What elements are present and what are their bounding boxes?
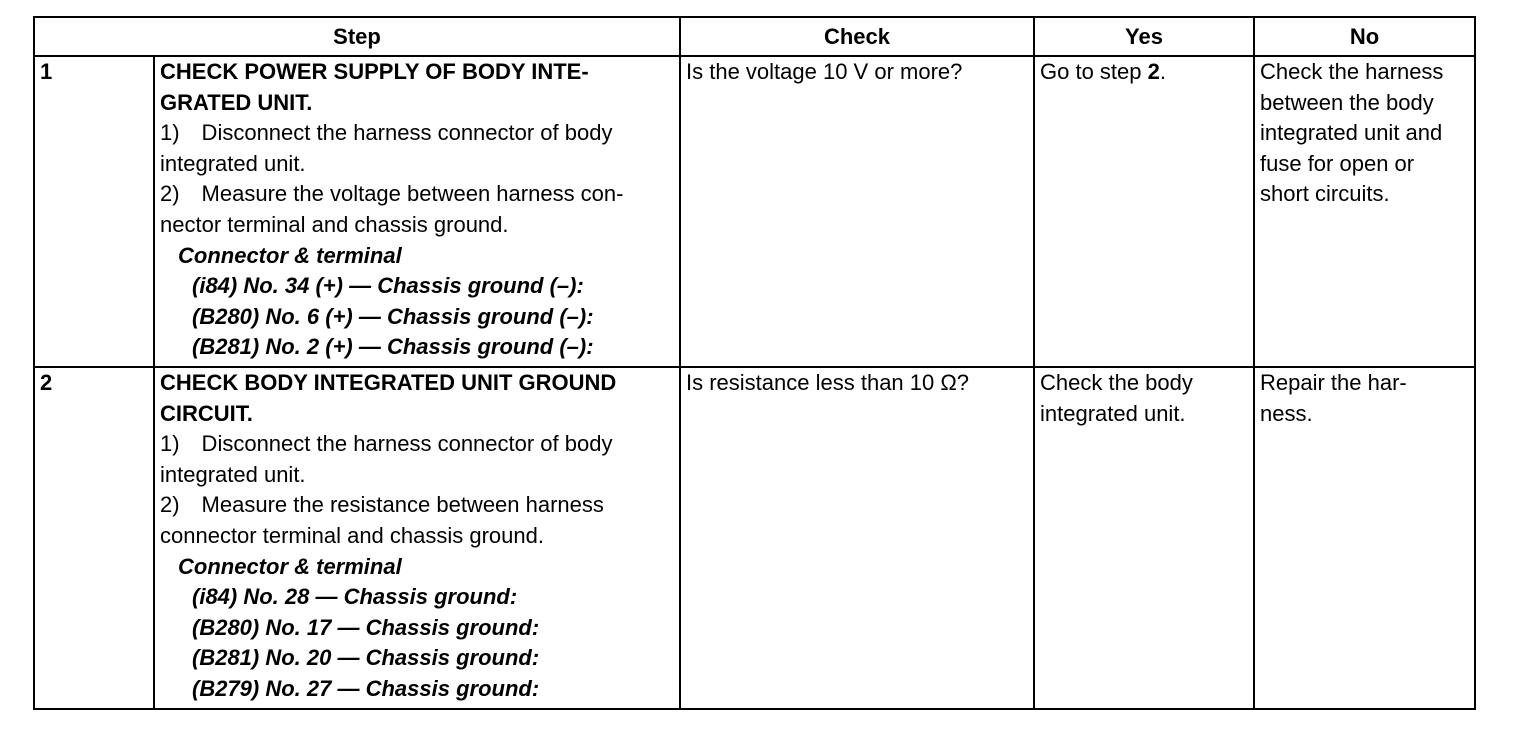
connector-item: (B281) No. 20 — Chassis ground: — [192, 645, 540, 671]
instruction: 2) Measure the resistance between harness — [160, 492, 604, 518]
step-number: 1 — [34, 56, 154, 367]
connector-item: (B280) No. 17 — Chassis ground: — [192, 614, 540, 640]
table-row — [34, 367, 1475, 709]
no-text: Check the harness — [1260, 59, 1444, 84]
connector-item: (B280) No. 6 (+) — Chassis ground (–): — [192, 303, 594, 329]
yes-text: Check the body — [1040, 370, 1193, 395]
no-text: ness. — [1260, 400, 1313, 426]
instruction: integrated unit. — [160, 150, 306, 176]
step-description — [154, 367, 680, 709]
header-row — [34, 17, 1475, 56]
instruction: 1) Disconnect the harness connector of body — [160, 431, 613, 457]
table-row — [34, 56, 1475, 367]
check-cell: Is the voltage 10 V or more? — [680, 56, 1034, 367]
instruction: integrated unit. — [160, 461, 306, 487]
no-text: between the body — [1260, 89, 1434, 115]
connector-title: Connector & terminal — [178, 553, 402, 579]
yes-text: Go to step — [1040, 59, 1148, 84]
yes-text-suffix: . — [1159, 59, 1166, 84]
diagnostic-table — [33, 16, 1476, 710]
no-text: short circuits. — [1260, 181, 1390, 207]
no-text: Repair the har- — [1260, 370, 1407, 395]
connector-item: (B281) No. 2 (+) — Chassis ground (–): — [192, 334, 594, 360]
instruction: 2) Measure the voltage between harness con- — [160, 181, 624, 207]
header-yes: Yes — [1034, 17, 1254, 56]
no-text: integrated unit and — [1260, 120, 1443, 146]
step-description — [154, 56, 680, 367]
check-cell: Is resistance less than 10 Ω? — [680, 367, 1034, 709]
no-text: fuse for open or — [1260, 150, 1415, 176]
step-title: GRATED UNIT. — [160, 89, 313, 115]
step-title: CHECK BODY INTEGRATED UNIT GROUND — [160, 370, 617, 395]
connector-title: Connector & terminal — [178, 242, 402, 268]
instruction: connector terminal and chassis ground. — [160, 522, 544, 548]
header-step: Step — [34, 17, 680, 56]
yes-step-ref: 2 — [1147, 59, 1160, 84]
connector-item: (B279) No. 27 — Chassis ground: — [192, 675, 540, 701]
no-cell — [1254, 367, 1475, 709]
yes-text: integrated unit. — [1040, 400, 1186, 426]
header-no: No — [1254, 17, 1475, 56]
step-number: 2 — [34, 367, 154, 709]
instruction: nector terminal and chassis ground. — [160, 211, 509, 237]
step-title: CIRCUIT. — [160, 400, 253, 426]
yes-cell — [1034, 56, 1254, 367]
no-cell — [1254, 56, 1475, 367]
yes-cell — [1034, 367, 1254, 709]
connector-item: (i84) No. 34 (+) — Chassis ground (–): — [192, 273, 584, 299]
header-check: Check — [680, 17, 1034, 56]
instruction: 1) Disconnect the harness connector of body — [160, 120, 613, 146]
connector-item: (i84) No. 28 — Chassis ground: — [192, 584, 518, 610]
step-title: CHECK POWER SUPPLY OF BODY INTE- — [160, 59, 589, 84]
